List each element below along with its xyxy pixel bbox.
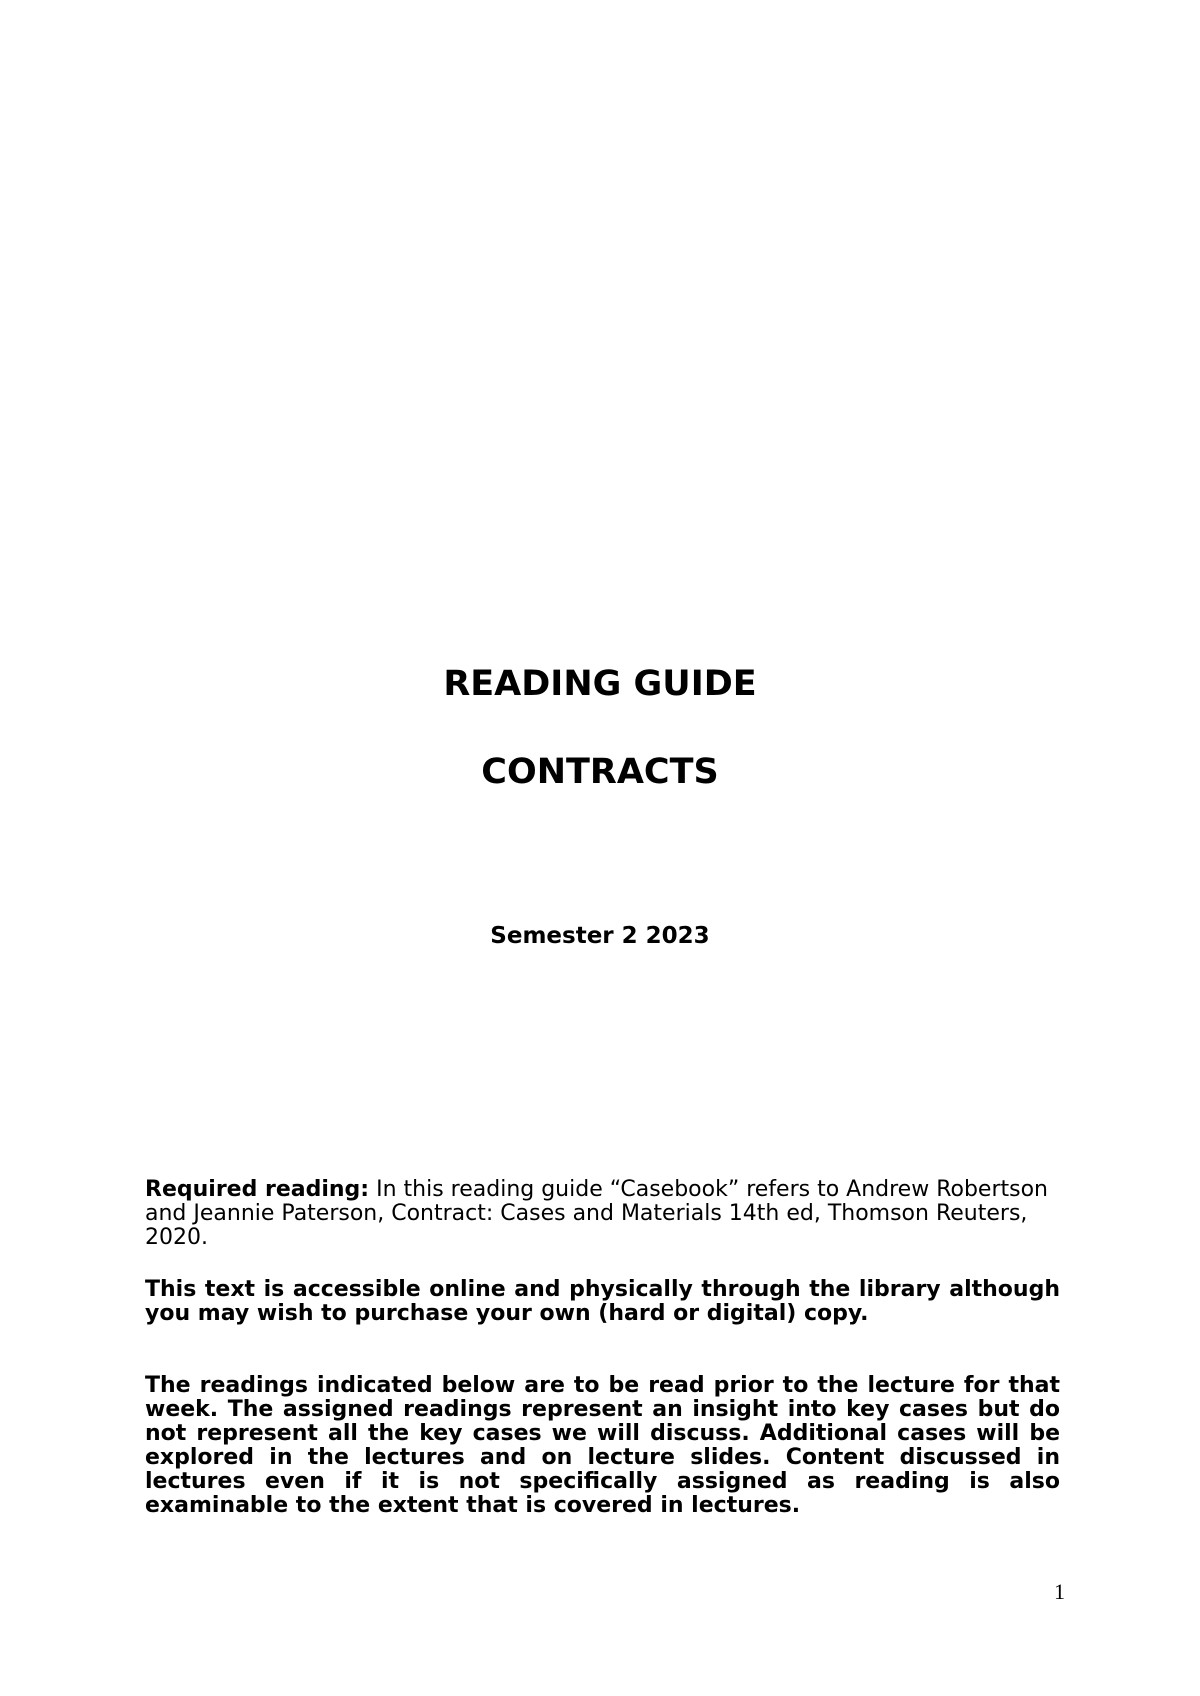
access-note-paragraph: This text is accessible online and physically through the library although you may wish to purchase your own (hard or digital) copy. xyxy=(145,1277,1060,1326)
readings-note-paragraph: The readings indicated below are to be read prior to the lecture for that week. The assigned readings represent an insight into key cases but do not represent all the key cases we will discuss. Additional cases will be explored in the lectures and on lecture slides. Content discussed in lectures even if it is not specifically assigned as reading is also examinable to the extent that is covered in lectures. xyxy=(145,1373,1060,1518)
document-subtitle: CONTRACTS xyxy=(481,752,719,792)
required-reading-text: In this reading guide “Casebook” refers to Andrew Robertson and Jeannie Paterson, Contract: Cases and Materials 14th ed, Thomson Reuters, 2020. xyxy=(145,1177,1048,1250)
required-reading-lead: Required reading: xyxy=(145,1177,370,1202)
required-reading-paragraph xyxy=(145,1178,1060,1250)
page-number: 1 xyxy=(1054,1579,1065,1604)
semester-label: Semester 2 2023 xyxy=(490,923,710,949)
document-title: READING GUIDE xyxy=(443,664,757,704)
